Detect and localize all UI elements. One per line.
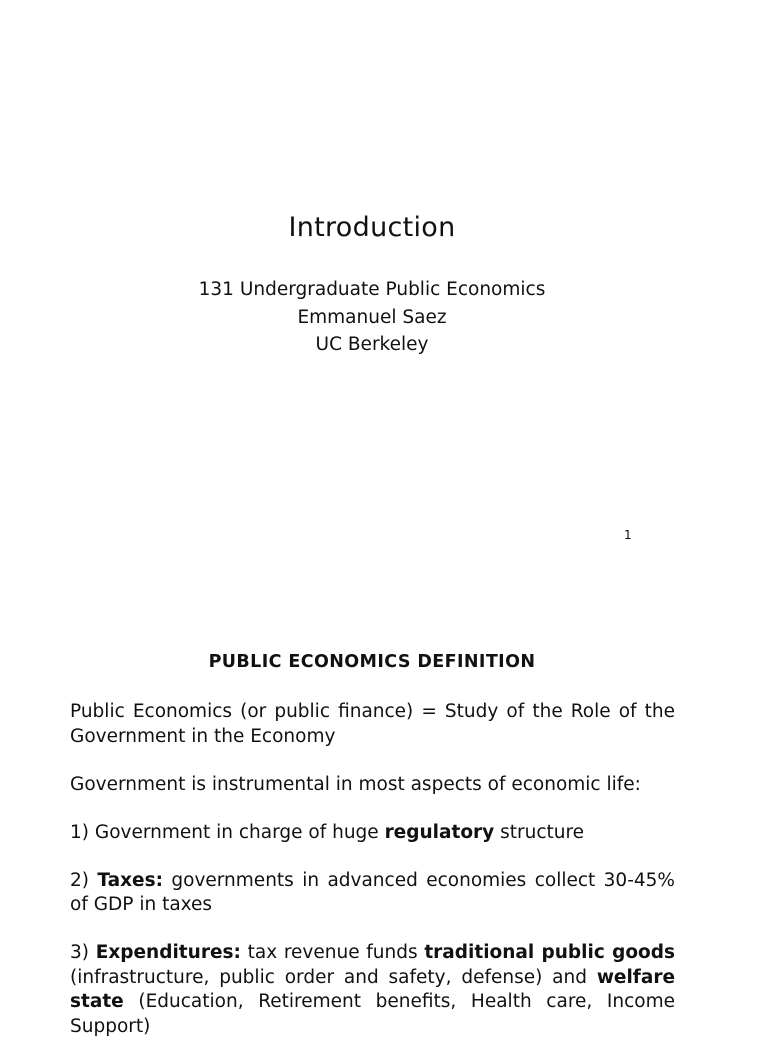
point-expenditures (70, 941, 675, 1039)
point-text: governments in advanced economies collect 30-45% of GDP in taxes (70, 869, 676, 915)
point-emphasis: Expenditures: (95, 942, 241, 963)
point-emphasis: Taxes: (97, 869, 163, 891)
point-taxes (70, 869, 675, 918)
definition-paragraph: Public Economics (or public finance) = Study of the Role of the Government in the Economy (70, 701, 675, 747)
point-emphasis: regulatory (384, 821, 495, 843)
point-text: (infrastructure, public order and safety, defense) and (70, 966, 597, 988)
page-number: 1 (624, 528, 632, 542)
point-text: 3) (70, 942, 96, 963)
point-regulatory (70, 821, 675, 846)
point-text: structure (494, 821, 585, 843)
author-name: Emmanuel Saez (297, 306, 447, 328)
slide-body (70, 700, 675, 1063)
slide-definition (0, 560, 768, 1037)
institution-name: UC Berkeley (315, 334, 429, 355)
point-text: tax revenue funds (240, 942, 425, 963)
point-text: 1) Government in charge of huge (70, 821, 385, 843)
point-emphasis: welfare state (70, 966, 675, 1012)
course-name: 131 Undergraduate Public Economics (198, 279, 546, 300)
point-text: 2) (70, 869, 98, 891)
subtitle-block (0, 276, 744, 359)
slide-heading: PUBLIC ECONOMICS DEFINITION (208, 652, 536, 672)
intro-paragraph: Government is instrumental in most aspects of economic life: (70, 773, 641, 795)
slide-title: Introduction (288, 212, 456, 243)
point-emphasis: traditional public goods (424, 942, 675, 963)
point-text: (Education, Retirement benefits, Health care, Income Support) (70, 991, 675, 1037)
